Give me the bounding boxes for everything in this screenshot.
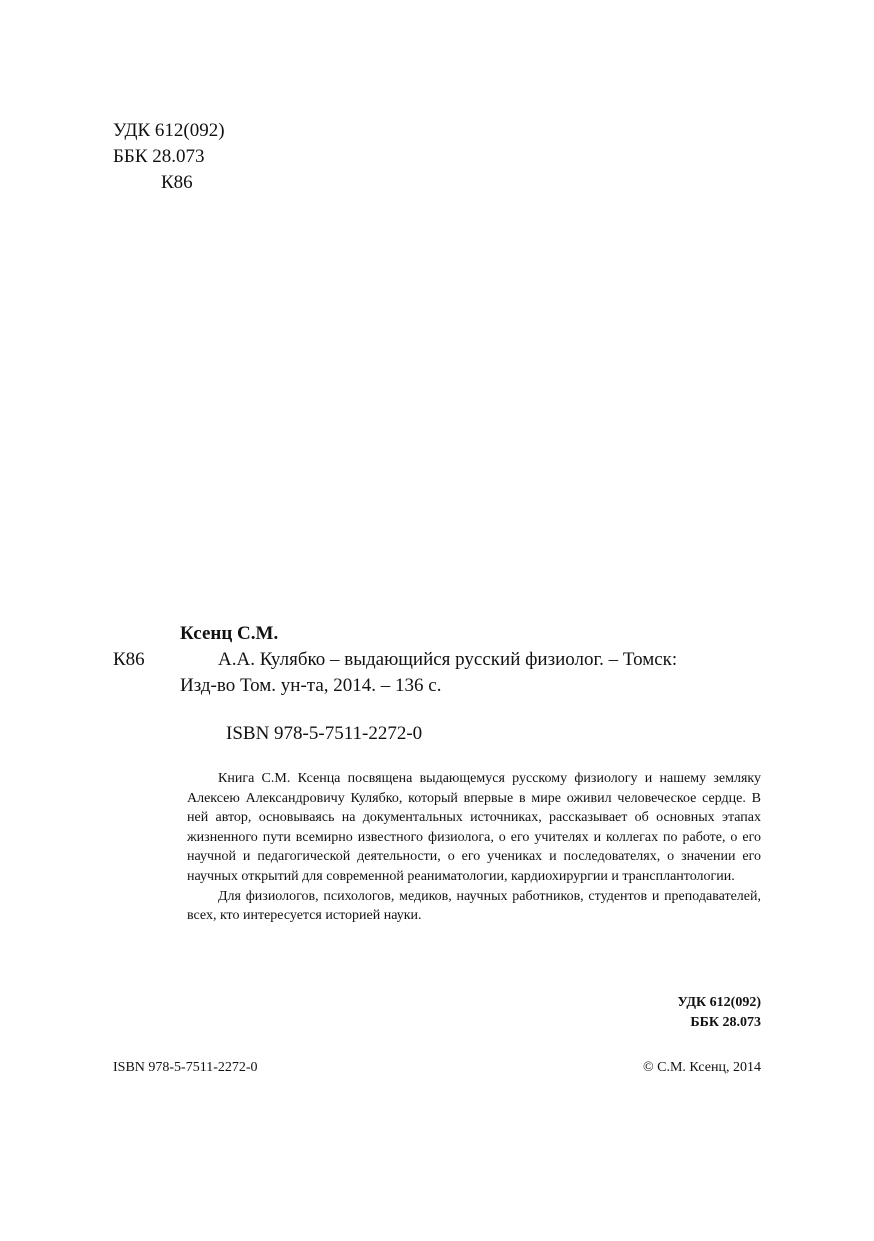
annotation-paragraph-2: Для физиологов, психологов, медиков, научных работников, студентов и преподавателей, всех, кто интересуется историей науки.: [187, 888, 761, 924]
book-title-line-2: Изд-во Том. ун-та, 2014. – 136 с.: [180, 675, 442, 696]
bbk-code-bottom: ББК 28.073: [690, 1015, 761, 1030]
annotation: [187, 769, 761, 926]
annotation-paragraph-1: Книга С.М. Ксенца посвящена выдающемуся русскому физиологу и нашему земляку Алексею Александровичу Кулябко, который впервые в мире оживил человеческое сердце. В ней автор, основываясь на документальных источниках, рассказывает об основных этапах жизненного пути всемирно известного физиолога, о его учителях и коллегах по работе, о его научной и педагогической деятельности, о его учениках и последователях, о значении его научных открытий для современной реаниматологии, кардиохирургии и трансплантологии.: [187, 771, 761, 884]
book-title-line-1: А.А. Кулябко – выдающийся русский физиолог. – Томск:: [218, 649, 678, 670]
udk-code-top: УДК 612(092): [113, 120, 225, 141]
author-code-top: К86: [161, 172, 193, 193]
author-name: Ксенц С.М.: [180, 623, 279, 644]
bbk-code-top: ББК 28.073: [113, 146, 205, 167]
copyright: © С.М. Ксенц, 2014: [643, 1060, 761, 1075]
author-code-entry: К86: [113, 649, 145, 670]
classification-bottom: [678, 993, 761, 1033]
isbn-footer: ISBN 978-5-7511-2272-0: [113, 1060, 258, 1075]
udk-code-bottom: УДК 612(092): [677, 995, 761, 1010]
isbn-entry: ISBN 978-5-7511-2272-0: [226, 723, 423, 744]
